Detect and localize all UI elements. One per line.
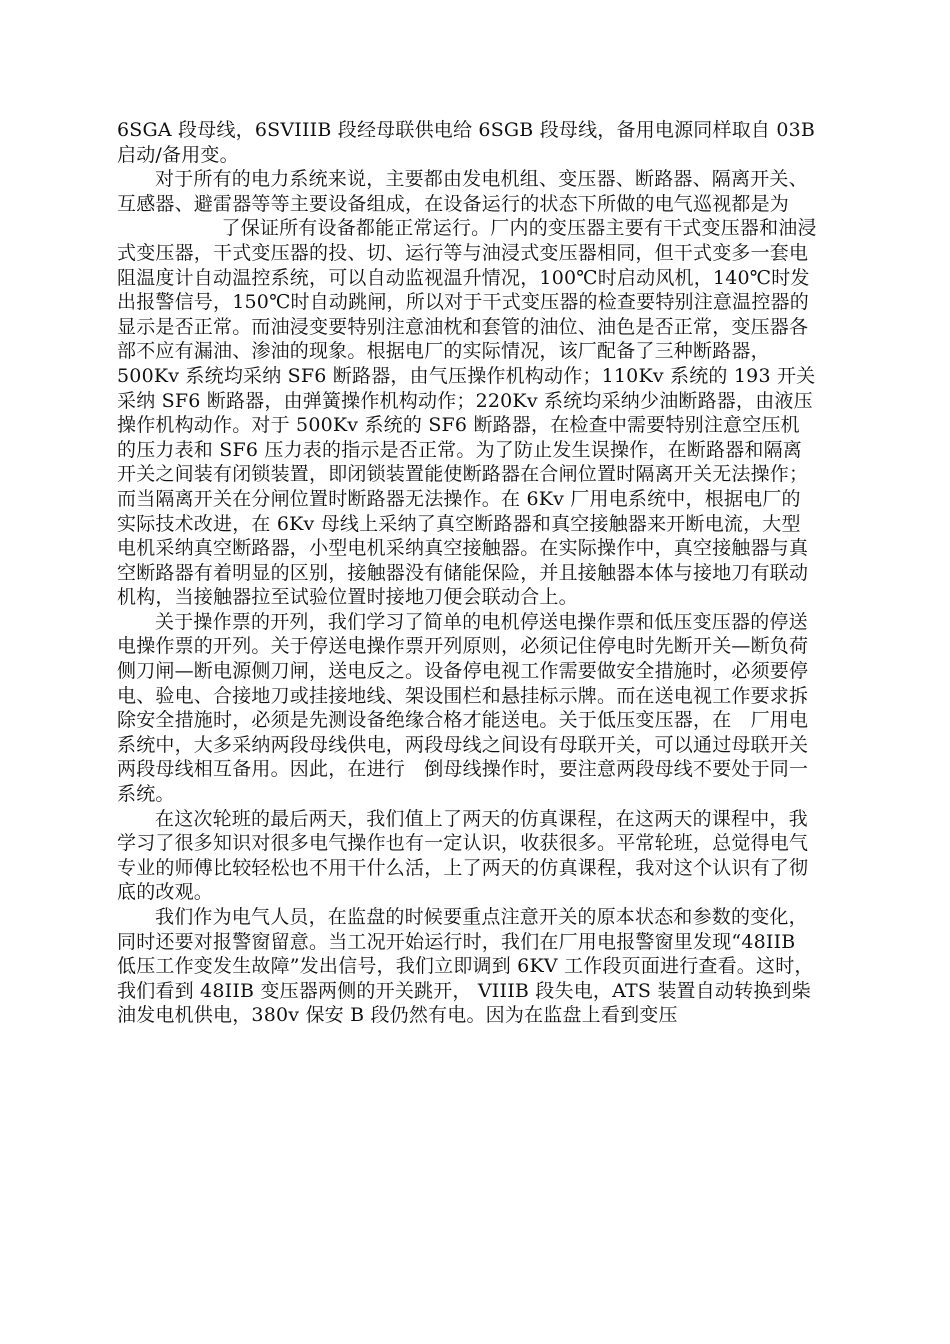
paragraph-6: 我们作为电气人员，在监盘的时候要重点注意开关的原本状态和参数的变化，同时还要对报警窗留意。当工况开始运行时，我们在厂用电报警窗里发现“48IIB 低压工作变发生故障”发出信号，我们立即调到 6KV 工作段页面进行查看。这时，我们看到 48IIB 变压器两侧的开关跳开， VIIIB 段失电，ATS 装置自动转换到柴油发电机供电，380v 保安 B 段仍然有电。因为在监盘上看到变压 <box>117 906 814 1027</box>
paragraph-1: 6SGA 段母线，6SVIIIB 段经母联供电给 6SGB 段母线，备用电源同样取自 03B 启动/备用变。 <box>117 119 816 166</box>
paragraph-5: 在这次轮班的最后两天，我们值上了两天的仿真课程，在这两天的课程中，我学习了很多知识对很多电气操作也有一定认识，收获很多。平常轮班，总觉得电气专业的师傅比较轻松也不用干什么活，上了两天的仿真课程，我对这个认识有了彻底的改观。 <box>117 807 809 904</box>
document-body <box>117 118 817 1028</box>
paragraph-3: 了保证所有设备都能正常运行。厂内的变压器主要有干式变压器和油浸式变压器，干式变压器的投、切、运行等与油浸式变压器相同，但干式变多一套电阻温度计自动温控系统，可以自动监视温升情况，100℃时启动风机，140℃时发出报警信号，150℃时自动跳闸，所以对于干式变压器的检查要特别注意温控器的显示是否正常。而油浸变要特别注意油枕和套管的油位、油色是否正常，变压器各部不应有漏油、渗油的现象。根据电厂的实际情况，该厂配备了三种断路器，500Kv 系统均采纳 SF6 断路器，由气压操作机构动作；110Kv 系统的 193 开关采纳 SF6 断路器，由弹簧操作机构动作；220Kv 系统均采纳少油断路器，由液压操作机构动作。对于 500Kv 系统的 SF6 断路器，在检查中需要特别注意空压机的压力表和 SF6 压力表的指示是否正常。为了防止发生误操作，在断路器和隔离开关之间装有闭锁装置，即闭锁装置能使断路器在合闸位置时隔离开关无法操作；而当隔离开关在分闸位置时断路器无法操作。在 6Kv 厂用电系统中，根据电厂的实际技术改进，在 6Kv 母线上采纳了真空断路器和真空接触器来开断电流，大型电机采纳真空断路器，小型电机采纳真空接触器。在实际操作中，真空接触器与真空断路器有着明显的区别，接触器没有储能保险，并且接触器本体与接地刀有联动机构，当接触器拉至试验位置时接地刀便会联动合上。 <box>117 217 817 609</box>
paragraph-4: 关于操作票的开列，我们学习了简单的电机停送电操作票和低压变压器的停送电操作票的开列。关于停送电操作票开列原则，必须记住停电时先断开关—断负荷侧刀闸—断电源侧刀闸，送电反之。设备停电视工作需要做安全措施时，必须要停电、验电、合接地刀或挂接地线、架设围栏和悬挂标示牌。而在送电视工作要求拆除安全措施时，必须是先测设备绝缘合格才能送电。关于低压变压器，在 厂用电系统中，大多采纳两段母线供电，两段母线之间设有母联开关，可以通过母联开关两段母线相互备用。因此，在进行 倒母线操作时，要注意两段母线不要处于同一系统。 <box>117 610 809 806</box>
paragraph-2: 对于所有的电力系统来说，主要都由发电机组、变压器、断路器、隔离开关、互感器、避雷器等等主要设备组成，在设备运行的状态下所做的电气巡视都是为 <box>117 168 808 215</box>
